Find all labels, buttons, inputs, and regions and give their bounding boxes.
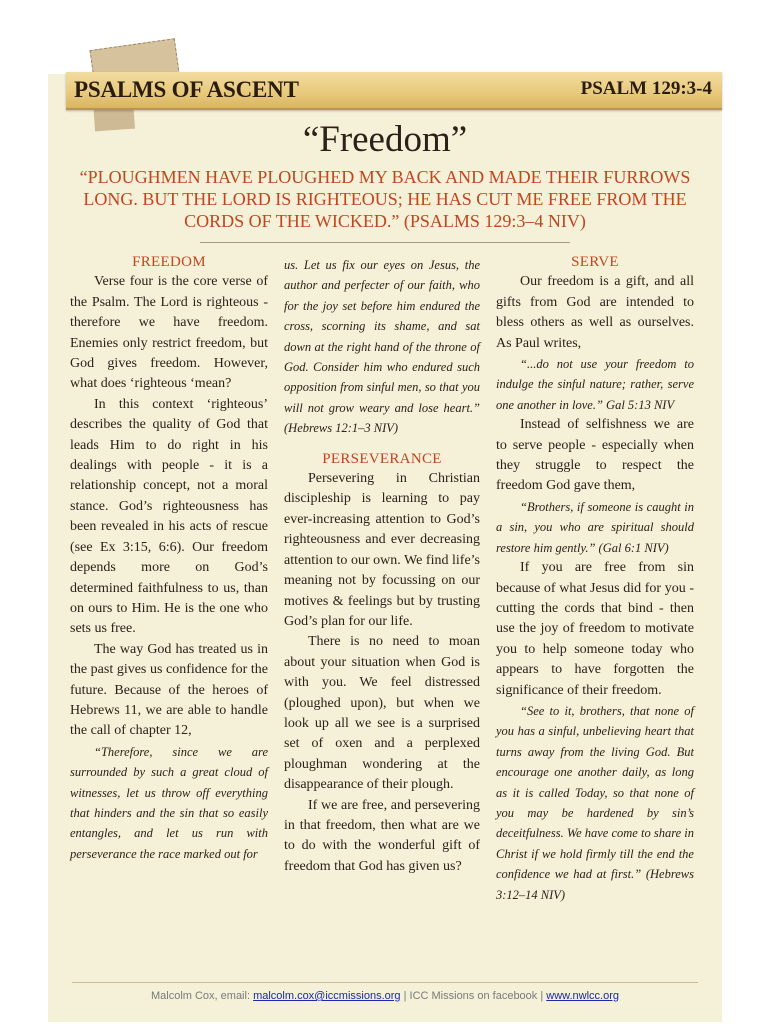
paragraph: Our freedom is a gift, and all gifts from God are intended to bless others as well as ourselves. As Paul writes,	[496, 274, 694, 351]
scripture-quote: us. Let us fix our eyes on Jesus, the author and perfecter of our faith, who for the joy set before him endured the cross, scorning its shame, and sat down at the right hand of the throne of God. Consider him who endured such opposition from sinful men, so that you will not grow weary and lose heart.” (Hebrews 12:1–3 NIV)	[284, 258, 480, 436]
series-label: PSALMS OF ASCENT	[74, 77, 299, 102]
paragraph: If you are free from sin because of what Jesus did for you - cutting the cords that bind - then use the joy of freedom to motivate you to help someone today who appears to have forgotten the significance of their freedom.	[496, 560, 694, 698]
section-heading-perseverance: PERSEVERANCE	[322, 450, 442, 467]
paragraph: If we are free, and persevering in that freedom, then what are we to do with the wonderful gift of freedom that God has given us?	[284, 797, 480, 874]
column-serve	[496, 252, 694, 905]
page-title: “Freedom”	[302, 119, 468, 160]
scripture-quote: “Brothers, if someone is caught in a sin, you who are spiritual should restore him gently.” (Gal 6:1 NIV)	[496, 499, 694, 555]
section-heading-serve: SERVE	[571, 254, 619, 270]
email-link[interactable]: malcolm.cox@iccmissions.org	[253, 990, 401, 1002]
paragraph: In this context ‘righteous’ describes the quality of God that leads Him to do right in his dealings with people - it is a relationship concept, not a moral stance. God’s righteousness has been revealed in his acts of rescue (see Ex 3:15, 6:6). Our freedom depends more on God’s determined faithfulness to us, than on ours to Him. He is the one who sets us free.	[70, 396, 268, 637]
column-freedom	[70, 252, 268, 864]
paragraph: There is no need to moan about your situation when God is with you. We feel distressed (ploughed upon), but when we look up all we see is a surprised set of oxen and a perplexed ploughman wondering at the disappearance of their plough.	[284, 634, 480, 793]
verse-divider	[200, 242, 570, 243]
scripture-quote: “...do not use your freedom to indulge the sinful nature; rather, serve one another in love.” Gal 5:13 NIV	[496, 357, 694, 412]
footer-separator: | ICC Missions on facebook |	[400, 990, 547, 1002]
key-verse: “PLOUGHMEN HAVE PLOUGHED MY BACK AND MADE THEIR FURROWS LONG. BUT THE LORD IS RIGHTEOUS; HE HAS CUT ME FREE FROM THE CORDS OF THE WICKED.” (PSALMS 129:3–4 NIV)	[79, 167, 691, 231]
footer-divider	[72, 982, 698, 983]
section-heading-freedom: FREEDOM	[132, 254, 206, 270]
paragraph: The way God has treated us in the past gives us confidence for the future. Because of the heroes of Hebrews 11, we are able to handle the call of chapter 12,	[70, 641, 268, 739]
footer	[48, 990, 722, 1002]
paragraph: Instead of selfishness we are to serve people - especially when they struggle to respect the freedom God gave them,	[496, 417, 694, 494]
scripture-quote: “See to it, brothers, that none of you has a sinful, unbelieving heart that turns away from the living God. But encourage one another daily, as long as it is called Today, so that none of you may be hardened by sin’s deceitfulness. We have come to share in Christ if we hold firmly till the end the confidence we had at first.” (Hebrews 3:12–14 NIV)	[496, 703, 694, 902]
paragraph: Verse four is the core verse of the Psalm. The Lord is righteous - therefore we have freedom. Enemies only restrict freedom, but God gives freedom. However, what does ‘righteous ‘mean?	[70, 274, 268, 392]
footer-author: Malcolm Cox, email:	[150, 990, 254, 1002]
scripture-quote: “Therefore, since we are surrounded by such a great cloud of witnesses, let us throw off everything that hinders and the sin that so easily entangles, and let us run with perseverance the race marked out for	[70, 744, 268, 861]
paragraph: Persevering in Christian discipleship is learning to pay ever-increasing attention to God’s righteousness and ever decreasing attention to our own. We find life’s meaning not by focussing on our motives & feelings but by trusting God’s plan for our life.	[284, 471, 480, 629]
website-link[interactable]: www.nwlcc.org	[546, 990, 620, 1002]
header-banner	[66, 72, 722, 110]
scripture-reference: PSALM 129:3-4	[580, 78, 712, 99]
column-perseverance	[284, 255, 480, 877]
